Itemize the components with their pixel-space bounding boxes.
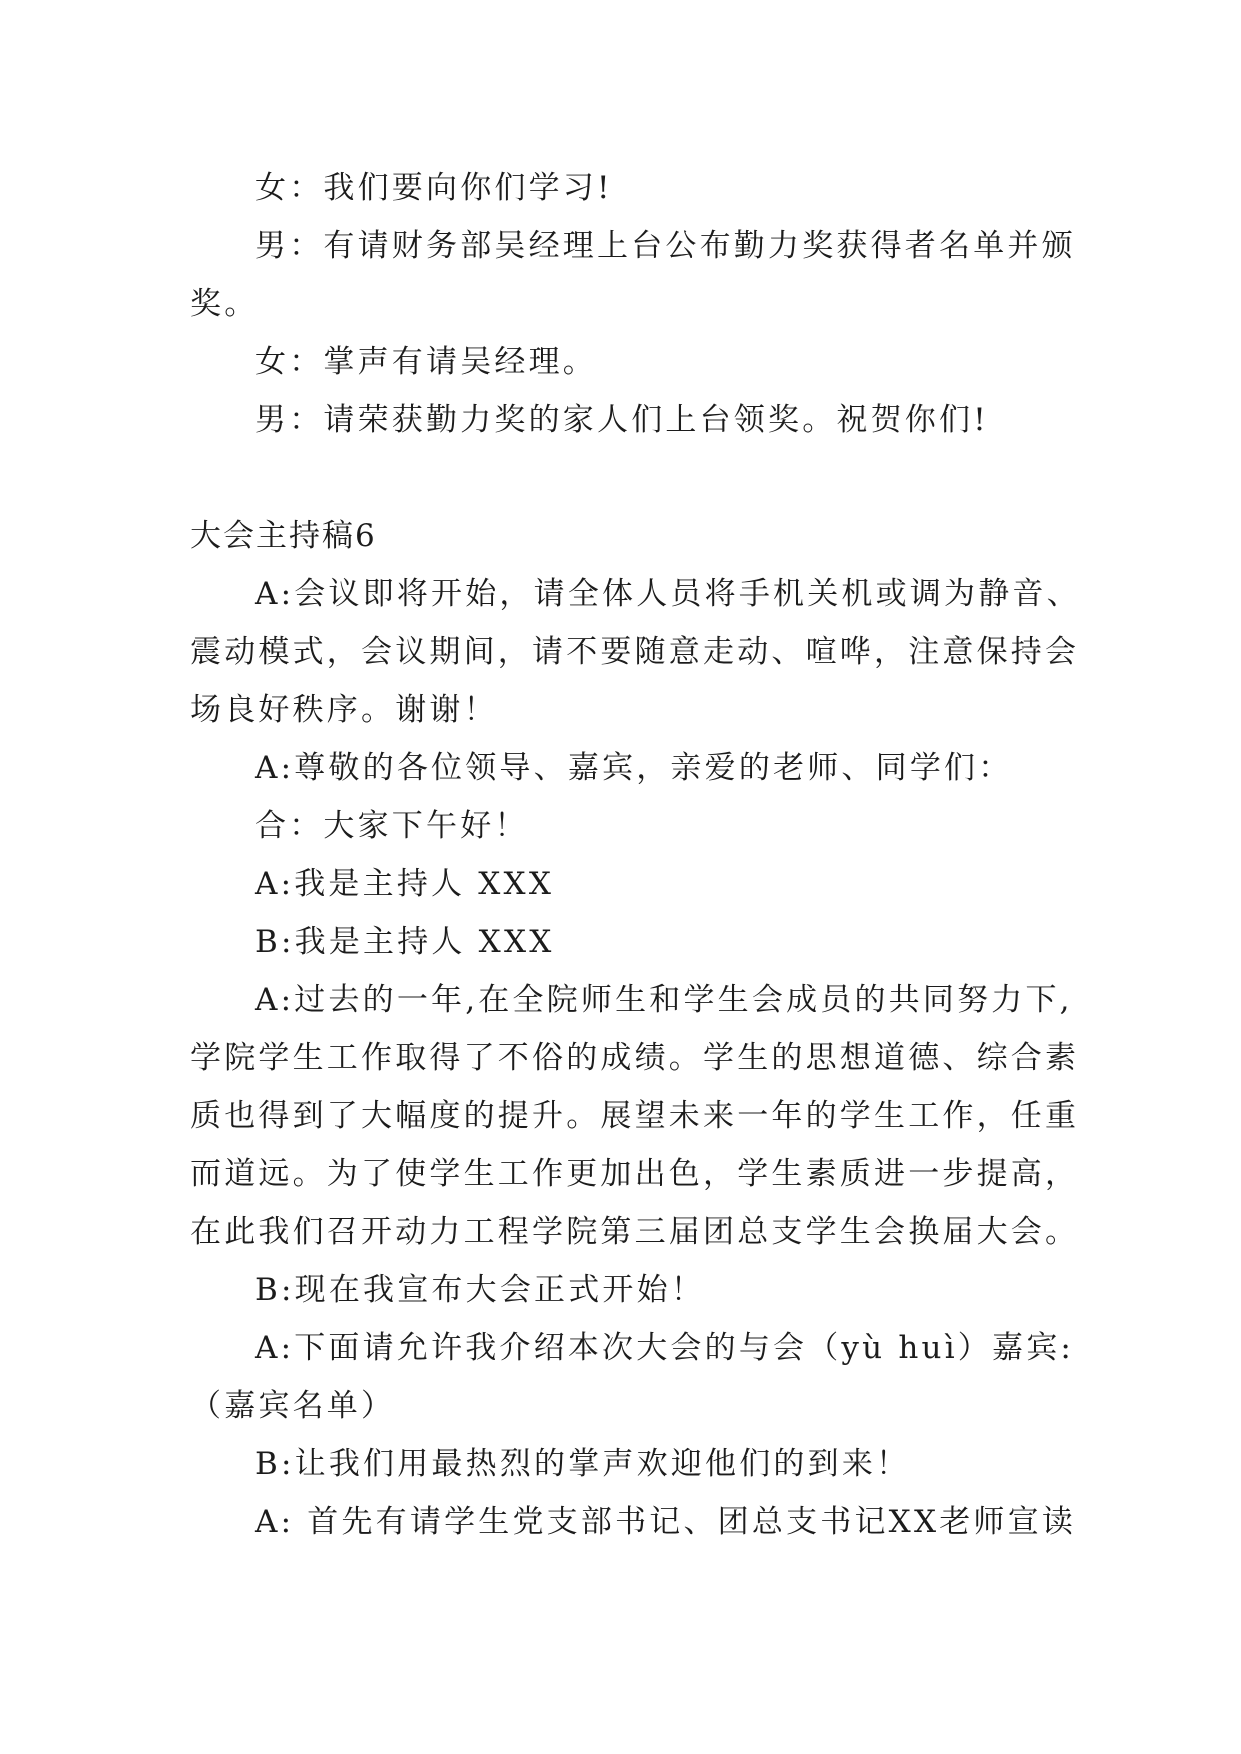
paragraph-line: 男：请荣获勤力奖的家人们上台领奖。祝贺你们!	[255, 402, 989, 438]
paragraph-line: A: 首先有请学生党支部书记、团总支书记XX老师宣读	[255, 1504, 1077, 1540]
paragraph-line: A:尊敬的各位领导、嘉宾，亲爱的老师、同学们：	[255, 750, 1013, 786]
paragraph-line: （嘉宾名单）	[190, 1388, 396, 1424]
paragraph-line: A:我是主持人 XXX	[255, 866, 555, 902]
paragraph-line: 女：掌声有请吴经理。	[255, 344, 597, 380]
paragraph-line: 质也得到了大幅度的提升。展望未来一年的学生工作，任重	[190, 1098, 1080, 1134]
paragraph-line: B:让我们用最热烈的掌声欢迎他们的到来！	[255, 1446, 911, 1482]
paragraph-line: 男：有请财务部吴经理上台公布勤力奖获得者名单并颁	[255, 228, 1076, 264]
paragraph-line: 在此我们召开动力工程学院第三届团总支学生会换届大会。	[190, 1214, 1080, 1250]
paragraph-line: 女：我们要向你们学习!	[255, 170, 613, 206]
paragraph-line: B:现在我宣布大会正式开始！	[255, 1272, 706, 1308]
paragraph-line: 而道远。为了使学生工作更加出色，学生素质进一步提高，	[190, 1156, 1080, 1192]
paragraph-line: A:过去的一年,在全院师生和学生会成员的共同努力下,	[255, 982, 1073, 1018]
paragraph-line: A:下面请允许我介绍本次大会的与会（yù huì）嘉宾:	[255, 1330, 1075, 1366]
section-heading: 大会主持稿6	[190, 518, 377, 554]
paragraph-line: A:会议即将开始，请全体人员将手机关机或调为静音、	[255, 576, 1081, 612]
paragraph-line: B:我是主持人 XXX	[255, 924, 555, 960]
paragraph-line: 学院学生工作取得了不俗的成绩。学生的思想道德、综合素	[190, 1040, 1080, 1076]
paragraph-line: 合：大家下午好！	[255, 808, 529, 844]
paragraph-line: 场良好秩序。谢谢！	[190, 692, 498, 728]
paragraph-line: 奖。	[190, 286, 259, 322]
paragraph-line: 震动模式，会议期间，请不要随意走动、喧哗，注意保持会	[190, 634, 1080, 670]
